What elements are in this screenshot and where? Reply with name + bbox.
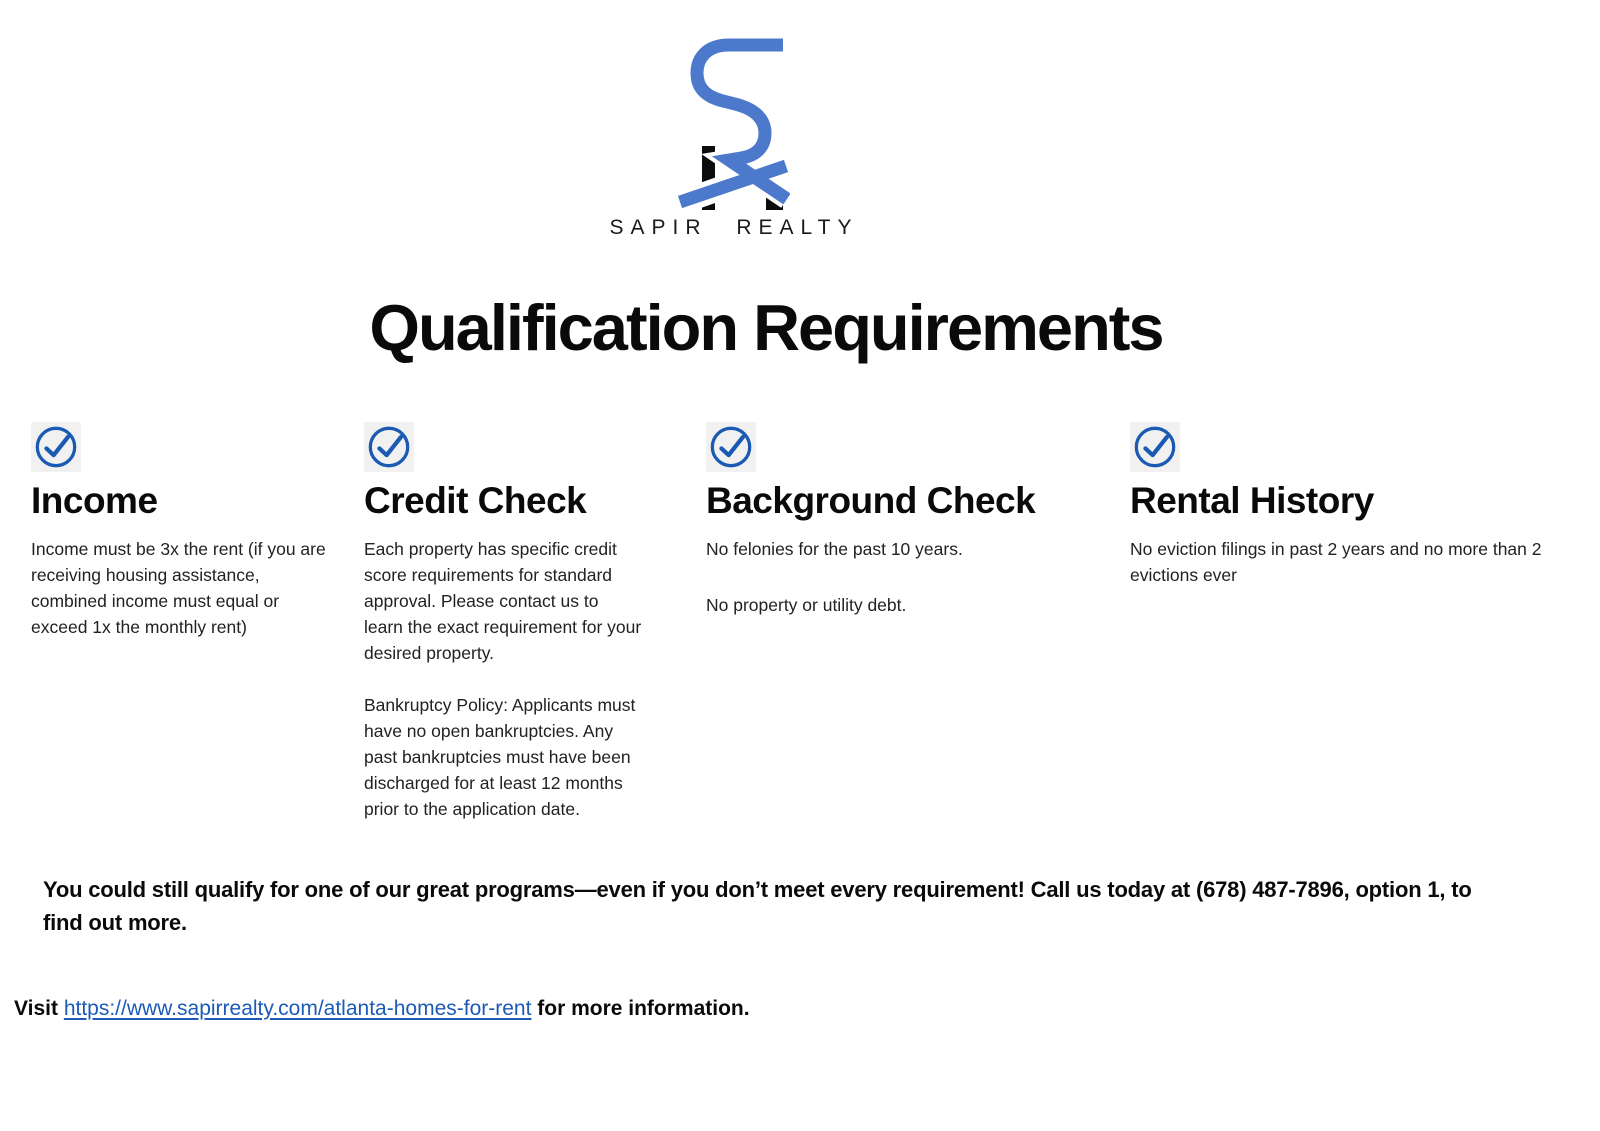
check-icon-box: [706, 422, 756, 472]
qualify-callout: You could still qualify for one of our great programs—even if you don’t meet every requirement! Call us today at (678) 487-7896, option 1, to find out more.: [43, 876, 1472, 935]
check-circle-icon: [708, 424, 754, 470]
requirement-rental-history: [1130, 422, 1584, 823]
check-circle-icon: [1132, 424, 1178, 470]
requirement-income: [31, 422, 364, 823]
requirement-title: Rental History: [1130, 480, 1374, 521]
brand-name: SAPIR REALTY: [609, 216, 859, 239]
requirement-credit-check: [364, 422, 706, 823]
page-title: Qualification Requirements: [369, 291, 1163, 364]
footer-note: [14, 997, 1600, 1021]
requirement-background-check: [706, 422, 1130, 823]
requirement-text: No property or utility debt.: [706, 594, 907, 615]
check-icon-box: [31, 422, 81, 472]
footer-suffix: for more information.: [531, 996, 750, 1020]
requirement-text: No eviction filings in past 2 years and no more than 2 evictions ever: [1130, 539, 1542, 585]
brand-header: [610, 0, 859, 240]
check-circle-icon: [366, 424, 412, 470]
sapir-realty-logo-icon: [678, 36, 790, 212]
requirements-grid: [0, 422, 1600, 823]
requirement-text: No felonies for the past 10 years.: [706, 539, 963, 559]
requirement-text: Bankruptcy Policy: Applicants must have no open bankruptcies. Any past bankruptcies must have been discharged for at least 12 months prior to the application date.: [364, 695, 636, 820]
requirement-text: Income must be 3x the rent (if you are receiving housing assistance, combined income must equal or exceed 1x the monthly rent): [31, 539, 326, 637]
check-circle-icon: [33, 424, 79, 470]
requirement-text: Each property has specific credit score requirements for standard approval. Please contact us to learn the exact requirement for your desired property.: [364, 539, 642, 663]
website-link[interactable]: https://www.sapirrealty.com/atlanta-homes-for-rent: [63, 996, 532, 1020]
requirement-title: Credit Check: [364, 480, 587, 521]
check-icon-box: [364, 422, 414, 472]
check-icon-box: [1130, 422, 1180, 472]
requirement-title: Background Check: [706, 480, 1036, 521]
requirement-title: Income: [31, 480, 158, 521]
footer-prefix: Visit: [14, 996, 64, 1020]
